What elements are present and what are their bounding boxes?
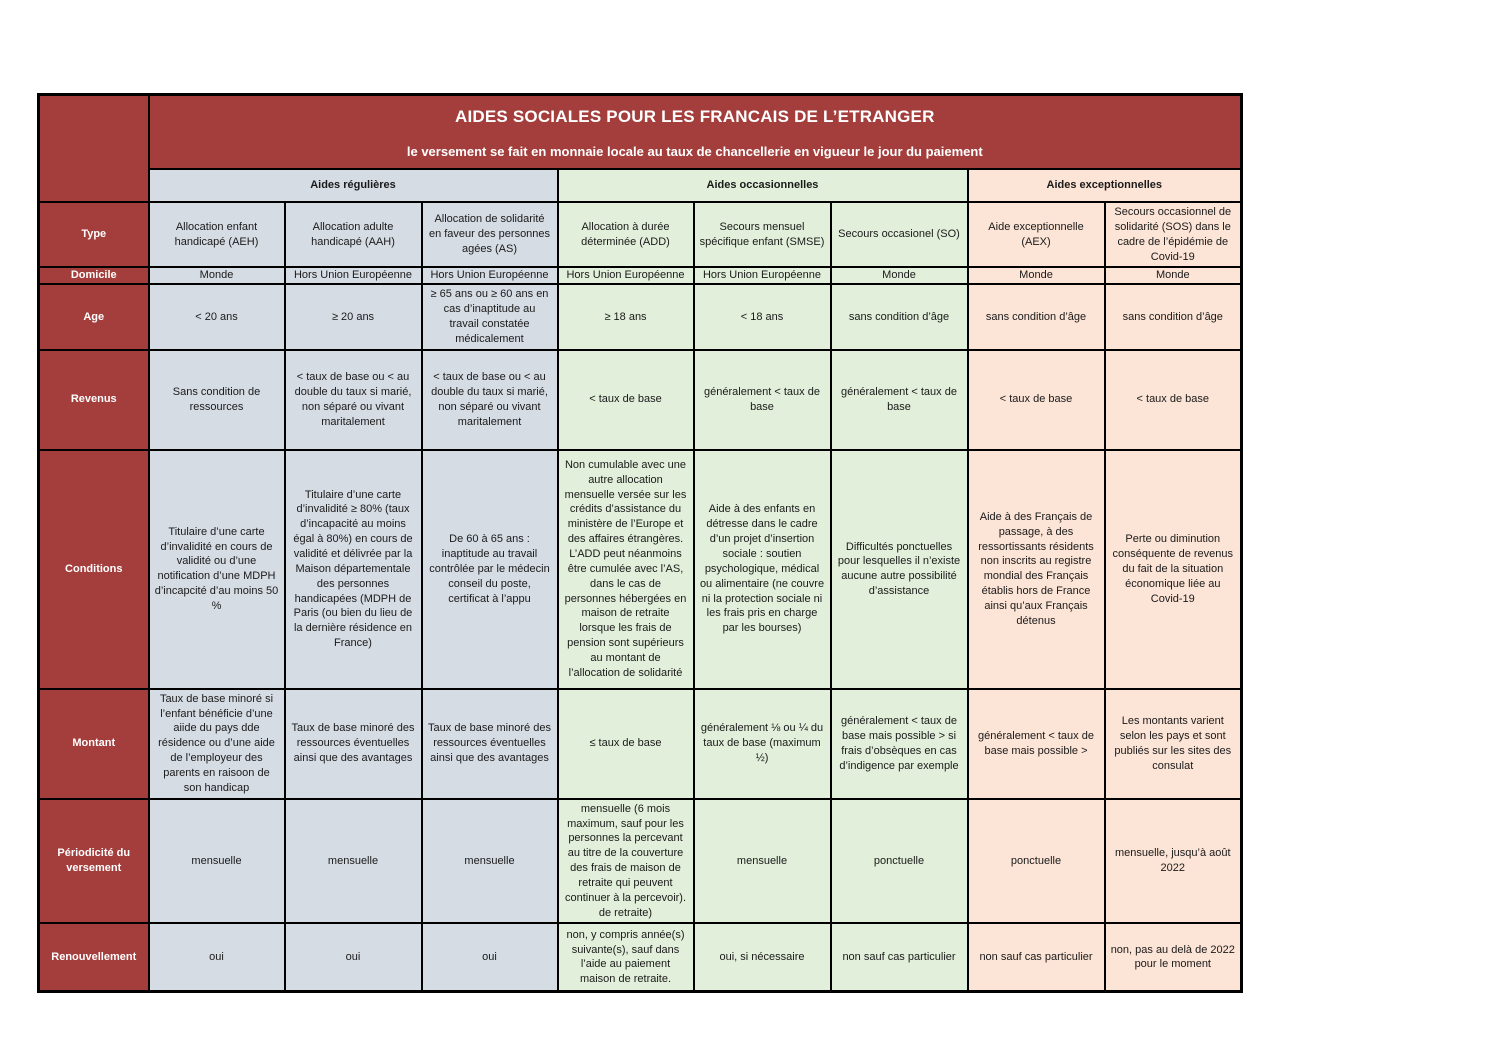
revenus-cell: < taux de base ou < au double du taux si marié, non séparé ou vivant maritalement [285,350,422,450]
type-cell: Secours mensuel spécifique enfant (SMSE) [694,202,831,267]
conditions-cell: Non cumulable avec une autre allocation mensuelle versée sur les crédits d’assistance du ministère de l’Europe et des affaires étrangères. L’ADD peut néanmoins être cumulée avec l’AS, dans le cas de personnes hébergées en maison de retraite lorsque les frais de pension sont supérieurs au montant de l’allocation de solidarité [558,450,694,689]
periodicite-cell: mensuelle [422,799,558,924]
conditions-cell: De 60 à 65 ans : inaptitude au travail contrôlée par le médecin conseil du poste, certificat à l’appu [422,450,558,689]
row-montant [39,689,1242,799]
title-banner [149,95,1242,170]
domicile-cell: Monde [149,267,285,284]
periodicite-cell: mensuelle, jusqu’à août 2022 [1105,799,1242,924]
row-label-periodicite: Périodicité du versement [39,799,149,924]
renouvellement-cell: oui [422,923,558,992]
domicile-cell: Hors Union Européenne [558,267,694,284]
conditions-cell: Aide à des enfants en détresse dans le cadre d’un projet d’insertion sociale : soutien psychologique, médical ou alimentaire (ne couvre ni la protection sociale ni les frais pris en charge par les bourses) [694,450,831,689]
page-subtitle: le versement se fait en monnaie locale au taux de chancellerie en vigueur le jour du paiement [406,143,983,159]
age-cell: sans condition d’âge [968,284,1105,349]
row-label-domicile: Domicile [39,267,149,284]
row-conditions [39,450,1242,689]
row-label-renouvellement: Renouvellement [39,923,149,992]
title-row [39,95,1242,170]
row-revenus [39,350,1242,450]
row-domicile [39,267,1242,284]
age-cell: ≥ 65 ans ou ≥ 60 ans en cas d’inaptitude au travail constatée médicalement [422,284,558,349]
domicile-cell: Monde [1105,267,1242,284]
conditions-cell: Difficultés ponctuelles pour lesquelles il n’existe aucune autre possibilité d’assistance [831,450,968,689]
periodicite-cell: mensuelle (6 mois maximum, sauf pour les personnes la percevant au titre de la couverture des frais de maison de retraite qui peuvent continuer à la percevoir). de retraite) [558,799,694,924]
row-label-montant: Montant [39,689,149,799]
row-label-conditions: Conditions [39,450,149,689]
revenus-cell: < taux de base ou < au double du taux si marié, non séparé ou vivant maritalement [422,350,558,450]
type-cell: Allocation enfant handicapé (AEH) [149,202,285,267]
age-cell: < 18 ans [694,284,831,349]
periodicite-cell: mensuelle [694,799,831,924]
row-renouvellement [39,923,1242,992]
periodicite-cell: ponctuelle [831,799,968,924]
conditions-cell: Perte ou diminution conséquente de revenus du fait de la situation économique liée au Covid-19 [1105,450,1242,689]
montant-cell: Taux de base minoré des ressources éventuelles ainsi que des avantages [422,689,558,799]
revenus-cell: généralement < taux de base [831,350,968,450]
montant-cell: généralement ⅛ ou ¼ du taux de base (maximum ½) [694,689,831,799]
group-header-aides-occasionnelles: Aides occasionnelles [558,169,968,202]
row-label-age: Age [39,284,149,349]
group-header-row [39,169,1242,202]
domicile-cell: Hors Union Européenne [285,267,422,284]
group-header-aides-exceptionnelles: Aides exceptionnelles [968,169,1242,202]
conditions-cell: Titulaire d’une carte d’invalidité ≥ 80% (taux d’incapacité au moins égal à 80%) en cours de validité et délivrée par la Maison départementale des personnes handicapées (MDPH de Paris (ou bien du lieu de la dernière résidence en France) [285,450,422,689]
type-cell: Allocation adulte handicapé (AAH) [285,202,422,267]
type-cell: Allocation à durée déterminée (ADD) [558,202,694,267]
aides-table-wrap [37,93,1243,993]
revenus-cell: < taux de base [558,350,694,450]
montant-cell: Les montants varient selon les pays et sont publiés sur les sites des consulat [1105,689,1242,799]
age-cell: < 20 ans [149,284,285,349]
table-corner [39,95,149,203]
age-cell: sans condition d’âge [831,284,968,349]
type-cell: Secours occasionnel de solidarité (SOS) dans le cadre de l’épidémie de Covid-19 [1105,202,1242,267]
renouvellement-cell: oui [149,923,285,992]
periodicite-cell: mensuelle [285,799,422,924]
renouvellement-cell: non sauf cas particulier [968,923,1105,992]
group-header-aides-regulieres: Aides régulières [149,169,558,202]
montant-cell: Taux de base minoré si l’enfant bénéficie d’une aiide du pays dde résidence ou d’une aide de l’employeur des parents en raisoon de son handicap [149,689,285,799]
row-label-revenus: Revenus [39,350,149,450]
revenus-cell: Sans condition de ressources [149,350,285,450]
age-cell: sans condition d’âge [1105,284,1242,349]
type-cell: Aide exceptionnelle (AEX) [968,202,1105,267]
renouvellement-cell: non, pas au delà de 2022 pour le moment [1105,923,1242,992]
row-periodicite [39,799,1242,924]
aides-sociales-table [37,93,1243,993]
row-age [39,284,1242,349]
age-cell: ≥ 20 ans [285,284,422,349]
conditions-cell: Aide à des Français de passage, à des ressortissants résidents non inscrits au registre mondial des Français établis hors de France ainsi qu’aux Français détenus [968,450,1105,689]
montant-cell: généralement < taux de base mais possible > [968,689,1105,799]
periodicite-cell: mensuelle [149,799,285,924]
page-title: AIDES SOCIALES POUR LES FRANCAIS DE L’ETRANGER [454,106,935,126]
row-type [39,202,1242,267]
conditions-cell: Titulaire d’une carte d’invalidité en cours de validité ou d’une notification d’une MDPH d’incapcité d’au moins 50 % [149,450,285,689]
domicile-cell: Hors Union Européenne [422,267,558,284]
renouvellement-cell: non, y compris année(s) suivante(s), sauf dans l’aide au paiement maison de retraite. [558,923,694,992]
revenus-cell: généralement < taux de base [694,350,831,450]
age-cell: ≥ 18 ans [558,284,694,349]
montant-cell: ≤ taux de base [558,689,694,799]
renouvellement-cell: oui, si nécessaire [694,923,831,992]
type-cell: Secours occasionel (SO) [831,202,968,267]
type-cell: Allocation de solidarité en faveur des personnes agées (AS) [422,202,558,267]
domicile-cell: Hors Union Européenne [694,267,831,284]
montant-cell: Taux de base minoré des ressources éventuelles ainsi que des avantages [285,689,422,799]
renouvellement-cell: oui [285,923,422,992]
row-label-type: Type [39,202,149,267]
domicile-cell: Monde [968,267,1105,284]
revenus-cell: < taux de base [968,350,1105,450]
domicile-cell: Monde [831,267,968,284]
periodicite-cell: ponctuelle [968,799,1105,924]
revenus-cell: < taux de base [1105,350,1242,450]
montant-cell: généralement < taux de base mais possible > si frais d’obsèques en cas d’indigence par exemple [831,689,968,799]
renouvellement-cell: non sauf cas particulier [831,923,968,992]
